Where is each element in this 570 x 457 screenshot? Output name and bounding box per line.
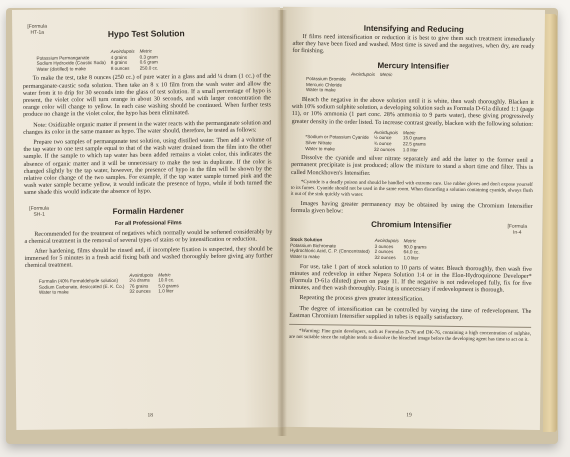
- table-row: Water to make 32 ounces 1.0 liter: [289, 253, 419, 261]
- table-row: Potassium Bichromate 3 ounces 90.0 grams: [290, 242, 427, 250]
- table-row: Potassium Bromide: [306, 76, 346, 82]
- paragraph: After hardening, films should be rinsed and, if incomplete fixation is suspected, they should be immersed for 5 minutes in a fresh acid fixing bath and washed thoroughly before giving any further chemical treatment.: [24, 246, 273, 270]
- paragraph: The degree of intensification can be controlled by varying the time of redevelopment. The Eastman Chromium Intensifier supplied in tubes is equally satisfactory.: [289, 305, 532, 321]
- hypo-test-title: Hypo Test Solution: [107, 28, 185, 39]
- paragraph: Recommended for the treatment of negatives which normally would be softened considerably by a chemical treatment in the removal of several types of stains or by intensification or reduction.: [24, 228, 273, 245]
- table-row: Water to make 32 ounces 1.0 liter: [305, 145, 418, 153]
- page-number-right: 19: [406, 412, 412, 419]
- paragraph: Dissolve the cyanide and silver nitrate separately and add the latter to the former until a permanent precipitate is just produced; allow the mixture to stand a short time and filter. This is called Monckhoven's Intensifier.: [290, 155, 534, 177]
- table-row: Water to make: [305, 87, 336, 93]
- chromium-formula-table: Stock Solution Avoirdupois Metric Potassium Bichromate 3 ounces 90.0 grams Hydrochloric Acid, C. P. (Concentrated) 2 ounces 64.0 cc. Water to make 32 ounces 1.0 liter: [290, 237, 432, 261]
- footnote-divider: [289, 324, 531, 328]
- table-row: Sodium Carbonate, desiccated (E. K. Co.) 76 grains 5.0 grams: [38, 283, 179, 290]
- paragraph: For use, take 1 part of stock solution to 10 parts of water. Bleach thoroughly, then wash five minutes and redevelop in either Nepera Solution 1:4 or in the Elon-Hydroquinone Developer* (Formula D-61a diluted) given on page 11. If the negative is not redeveloped fully, fix for five minutes, and then wash thoroughly. Fixing is unnecessary if redevelopment is thorough.: [289, 263, 532, 294]
- paragraph: Note: Oxidizable organic matter if present in the water reacts with the permanganate solution and changes its color in the same manner as hypo. The water should, therefore, be tested as follows:: [23, 119, 272, 136]
- mercury-formula-table: Avoirdupois Metric Potassium Bromide Mercuric Chloride Water to make: [306, 71, 398, 94]
- book-spine-gutter: [277, 10, 287, 436]
- formula-tag-in4: [Formula In-4: [507, 223, 528, 236]
- col-avoirdupois: Avoirdupois: [110, 48, 135, 54]
- table-row: Silver Nitrate ¾ ounce 22.5 grams: [305, 140, 426, 147]
- formalin-formula-table: Avoirdupois Metric Formalin (40% Formaldehyde solution) 2½ drams 10.0 cc. Sodium Carbonate, desiccated (E. K. Co.) 76 grains 5.0 grams Water to make 32 ounces 1.0 liter: [39, 272, 184, 296]
- page-number-left: 18: [147, 412, 154, 419]
- formula-tag-sh1: [Formula SH-1: [29, 205, 49, 218]
- paragraph: Prepare two samples of permanganate test solution, using distilled water. Then add a volume of the tap water to one test sample equal to that of the wash water drained from the film into the other sample. If the sample to which tap water has been added remains a violet color, this indicates the absence of organic matter and it will be unnecessary to make the test in duplicate. If the color is changed slightly by the tap water, however, the presence of hypo in the film will be shown by the relative color change of the two samples. For example, if the tap water sample turned pink and the wash water sample became yellow, it would indicate the presence of hypo, while if both turned the same shade this would indicate the absence of hypo.: [23, 137, 272, 197]
- paragraph: If films need intensification or reduction it is best to give them such treatment immediately after they have been fixed and washed. Most time is saved and the negatives, when dry, are ready for finishing.: [292, 34, 535, 55]
- page-edges: [543, 14, 557, 432]
- table-row: Potassium Permanganate 4 grains 0.3 gram: [36, 54, 158, 61]
- paragraph: Bleach the negative in the above solution until it is white, then wash thoroughly. Blacken it with 10% sodium sulphite solution, a developing solution such as Formula D-61a diluted 1:1 (page 11), or 10% ammonia (1 part conc. 28% ammonia to 9 parts water), these giving progressively greater density in the order listed. To increase contrast greatly, blacken with the following solution:: [291, 97, 534, 128]
- left-page: [12, 7, 284, 430]
- table-row: Water to make 32 ounces 1.0 liter: [38, 288, 174, 296]
- footnote-warning: *Warning: Fine grain developers, such as Formulas D-76 and DK-76, containing a high concentration of sulphite, are not suitable since the sulphite tends to dissolve the bleached image before the developing agent has time to act on it.: [288, 329, 532, 343]
- mercury-intensifier-title: Mercury Intensifier: [377, 60, 450, 71]
- hypo-test-formula-table: [36, 48, 163, 72]
- table-row: *Sodium or Potassium Cyanide ½ ounce 15.0 grams: [305, 134, 426, 141]
- formalin-subtitle: For all Professional Films: [114, 219, 182, 227]
- chromium-intensifier-title: Chromium Intensifier: [371, 220, 452, 231]
- table-row: Hydrochloric Acid, C. P. (Concentrated) 2 ounces 64.0 cc.: [290, 248, 420, 255]
- right-page: [278, 7, 545, 430]
- paragraph: Images having greater permanency may be obtained by using the Chromium Intensifier formula given below:: [290, 200, 533, 215]
- col-metric: Metric: [139, 48, 153, 54]
- table-row: Formalin (40% Formaldehyde solution) 2½ drams 10.0 cc.: [38, 277, 175, 284]
- table-row: Water (distilled) to make 8 ounces 250.0 cc.: [36, 65, 159, 72]
- table-row: Sodium Hydroxide (Caustic Soda) 8 grains 0.6 gram: [36, 59, 158, 66]
- cyanide-warning-note: *Cyanide is a deadly poison and should be handled with extreme care. Use rubber gloves and don't expose yourself to its fumes. Cyanide should not be used in the same room. When discarding a solution containing cyanide, always flush it out of the sink quickly with water.: [290, 179, 533, 198]
- table-row: Mercuric Chloride: [306, 81, 343, 88]
- formalin-hardener-title: Formalin Hardener: [112, 205, 184, 216]
- cyanide-formula-table: Avoirdupois Metric *Sodium or Potassium Cyanide ½ ounce 15.0 grams Silver Nitrate ¾ ounce 22.5 grams Water to make 32 ounces 1.0 liter: [305, 129, 431, 153]
- paragraph: To make the test, take 8 ounces (250 cc.) of pure water in a glass and add ¼ dram (1 cc.) of the permanganate-caustic soda solution. Then take an 8 x 10 film from the wash water and allow the water from it to drip for 30 seconds into the glass of test solution. If a small percentage of hypo is present, the violet color will turn orange in about 30 seconds, and with larger concentration the orange color will change to yellow. In each case washing should be continued. When further tests produce no change in the violet color, the hypo has been eliminated.: [22, 73, 272, 119]
- formula-tag-ht1a: [Formula HT-1a: [27, 23, 48, 36]
- intensifying-reducing-title: Intensifying and Reducing: [363, 23, 464, 35]
- paragraph: Repeating the process gives greater intensification.: [299, 295, 424, 303]
